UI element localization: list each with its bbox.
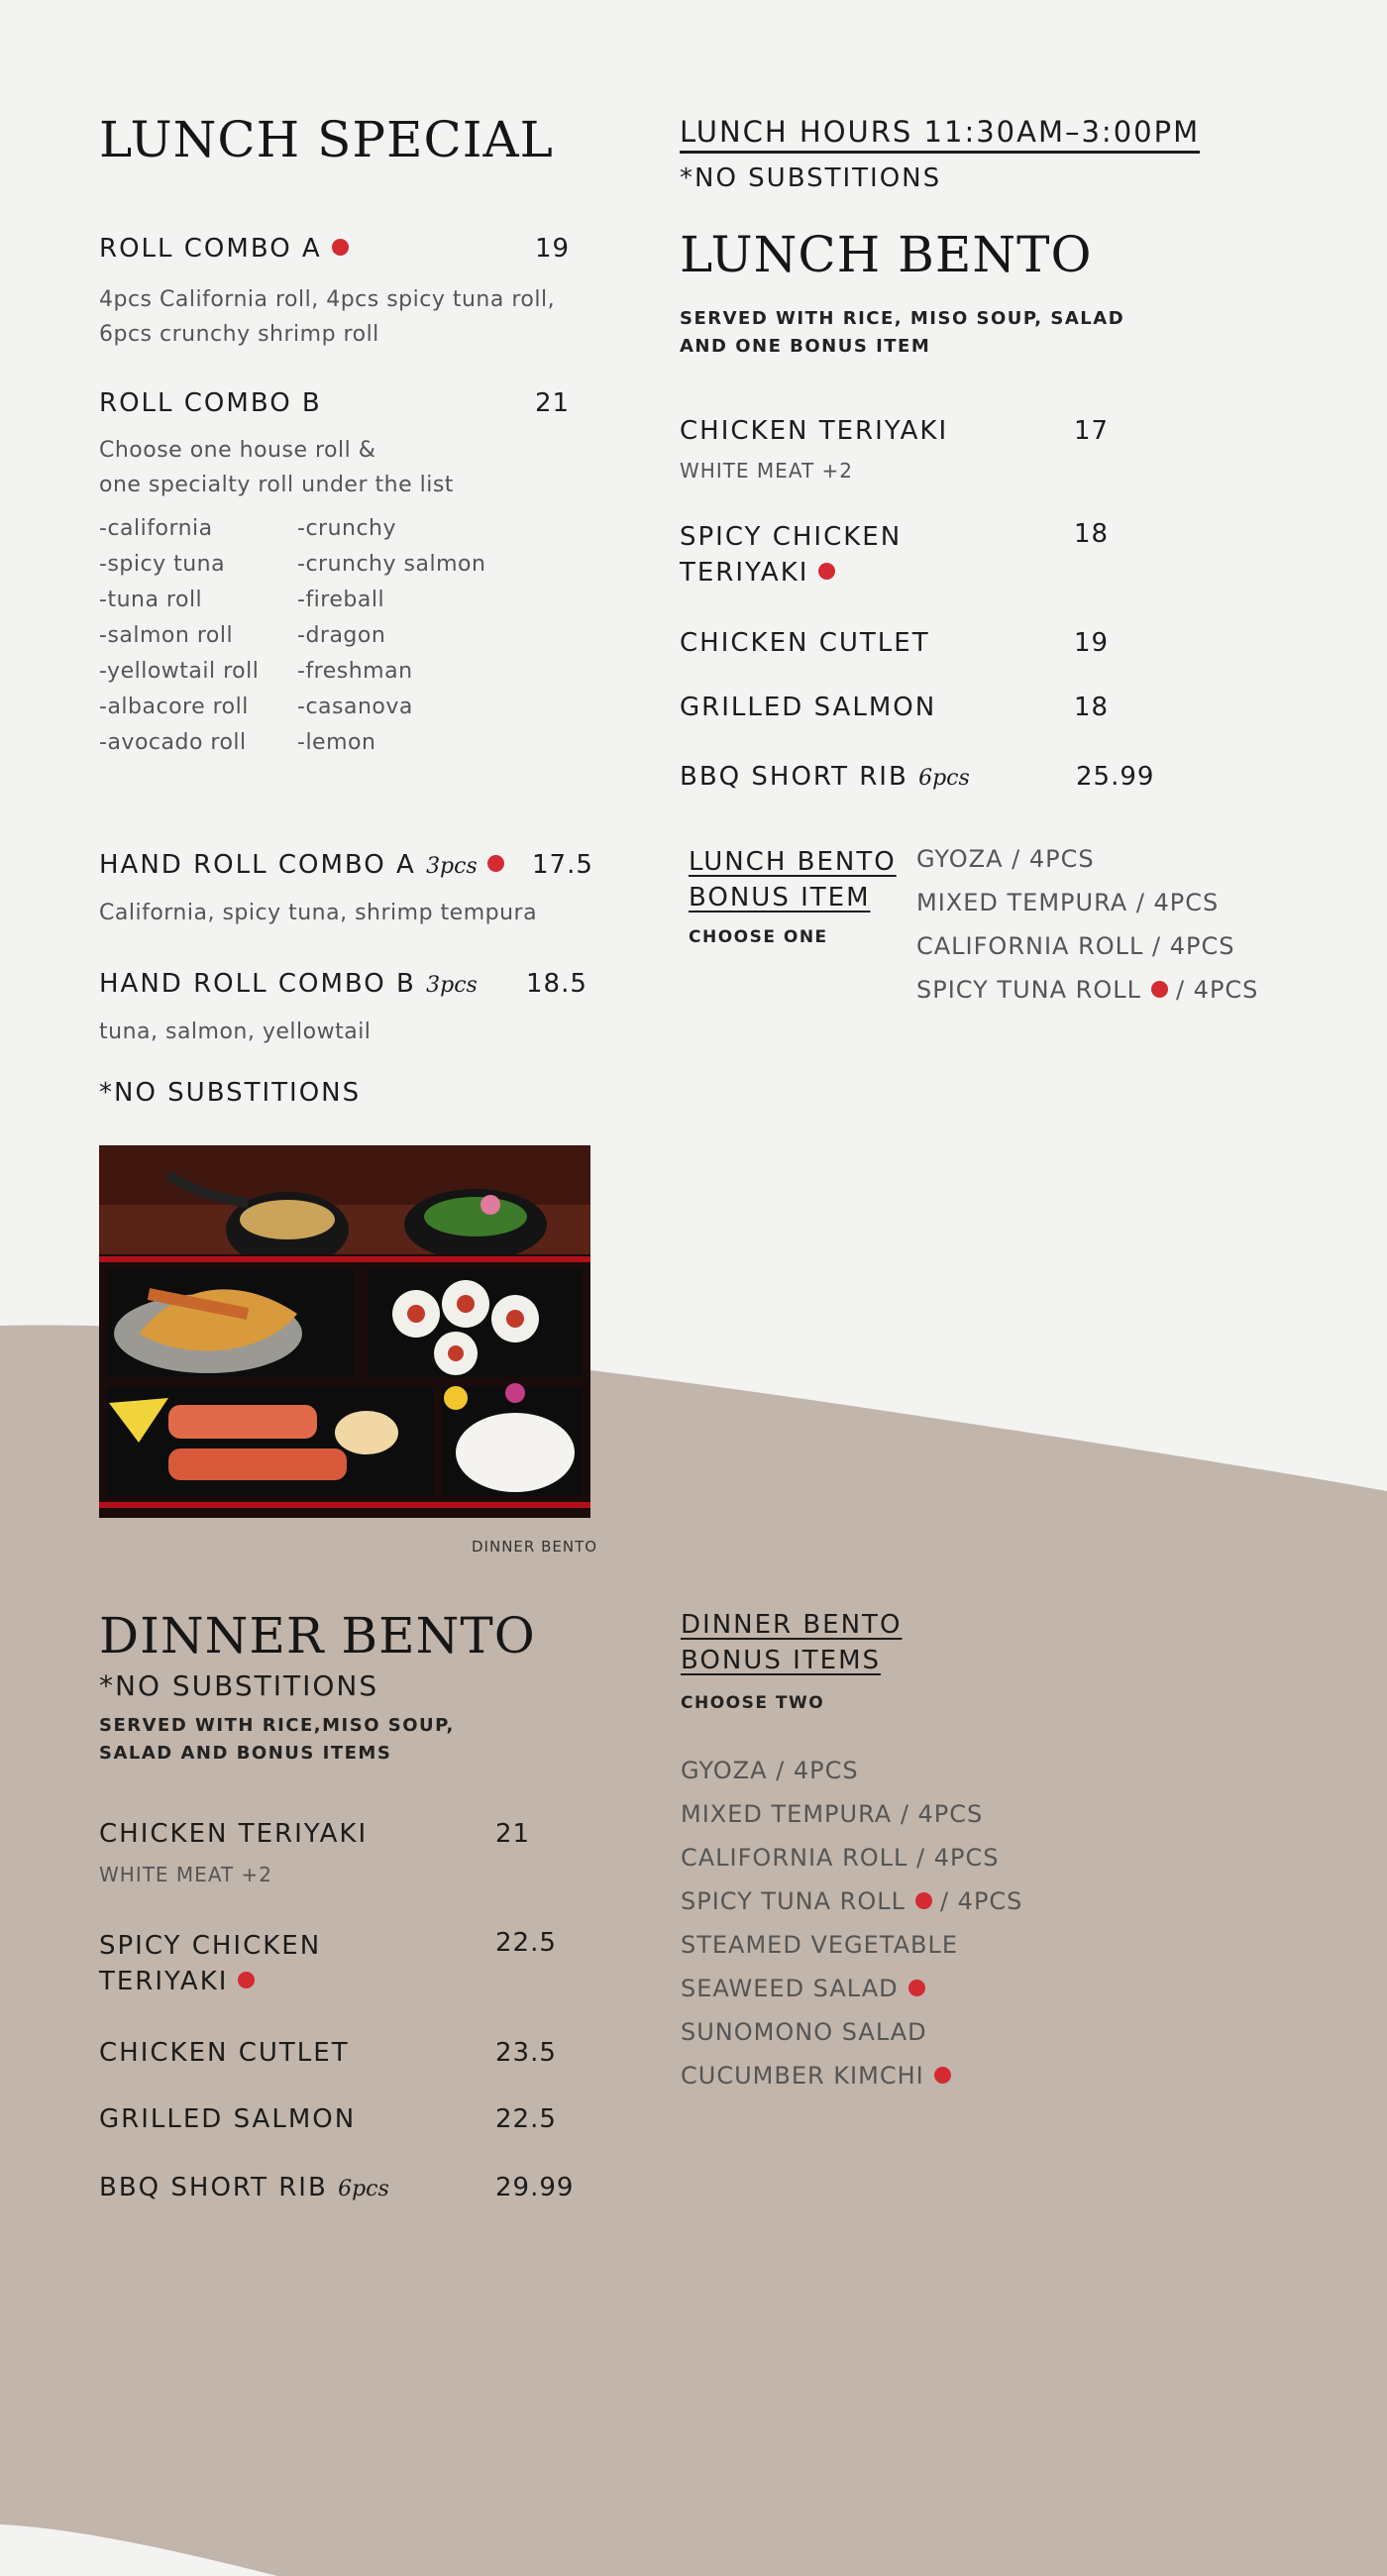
dinner-grilled-salmon-name: GRILLED SALMON	[99, 2104, 357, 2134]
hand-roll-combo-b-price: 18.5	[526, 969, 587, 999]
dinner-bento-choose-two: CHOOSE TWO	[681, 1693, 825, 1713]
list-item: GYOZA / 4PCS	[681, 1757, 859, 1784]
list-item: -yellowtail roll	[99, 659, 260, 684]
spicy-dot-icon	[908, 1980, 925, 1996]
lunch-bento-bonus-list	[916, 837, 1258, 1012]
roll-combo-a-price: 19	[535, 234, 571, 264]
dinner-bento-photo	[99, 1145, 590, 1518]
dinner-bento-no-substitutions: *NO SUBSTITIONS	[99, 1669, 379, 1702]
list-item: GYOZA / 4PCS	[916, 845, 1095, 873]
lunch-bbq-short-rib-name: BBQ SHORT RIB 6pcs	[680, 762, 970, 792]
list-item: MIXED TEMPURA / 4PCS	[681, 1800, 984, 1828]
list-item: -casanova	[297, 695, 413, 719]
hand-roll-combo-b-desc: tuna, salmon, yellowtail	[99, 1020, 372, 1044]
lunch-bento-bonus-title: LUNCH BENTO BONUS ITEM	[689, 847, 897, 912]
roll-combo-b-price: 21	[535, 388, 571, 418]
list-item: -avocado roll	[99, 730, 247, 755]
hand-roll-combo-a-name: HAND ROLL COMBO A 3pcs	[99, 850, 504, 880]
spicy-dot-icon	[332, 239, 349, 256]
lunch-chicken-teriyaki-name: CHICKEN TERIYAKI	[680, 416, 949, 446]
list-item: SPICY TUNA ROLL / 4PCS	[681, 1887, 1023, 1915]
lunch-chicken-teriyaki-note: WHITE MEAT +2	[680, 459, 854, 483]
bento-illustration	[99, 1145, 590, 1518]
list-item: -lemon	[297, 730, 376, 755]
list-item: -salmon roll	[99, 623, 234, 648]
dinner-bento-title: DINNER BENTO	[99, 1607, 536, 1664]
lunch-chicken-teriyaki-price: 17	[1074, 416, 1110, 446]
hand-roll-combo-b-name: HAND ROLL COMBO B 3pcs	[99, 969, 478, 999]
list-item: -spicy tuna	[99, 552, 226, 577]
roll-combo-b-desc: Choose one house roll & one specialty roll under the list	[99, 438, 454, 497]
dinner-chicken-cutlet-name: CHICKEN CUTLET	[99, 2038, 350, 2068]
lunch-special-no-substitutions: *NO SUBSTITIONS	[99, 1078, 362, 1108]
list-item: -crunchy	[297, 516, 397, 541]
list-item: MIXED TEMPURA / 4PCS	[916, 889, 1220, 916]
lunch-bbq-short-rib-price: 25.99	[1076, 762, 1155, 792]
roll-combo-a-desc: 4pcs California roll, 4pcs spicy tuna roll, 6pcs crunchy shrimp roll	[99, 287, 556, 347]
dinner-grilled-salmon-price: 22.5	[495, 2104, 557, 2134]
list-item: CUCUMBER KIMCHI	[681, 2054, 1022, 2097]
spicy-dot-icon	[1151, 981, 1168, 998]
list-item: CALIFORNIA ROLL / 4PCS	[916, 932, 1235, 960]
spicy-dot-icon	[487, 855, 504, 872]
list-item: CALIFORNIA ROLL / 4PCS	[681, 1844, 1000, 1872]
list-item: STEAMED VEGETABLE	[681, 1931, 959, 1959]
lunch-bento-choose-one: CHOOSE ONE	[689, 927, 828, 947]
list-item: -freshman	[297, 659, 413, 684]
list-item: SEAWEED SALAD	[681, 1967, 1022, 2010]
list-item: -tuna roll	[99, 588, 203, 612]
list-item: -crunchy salmon	[297, 552, 486, 577]
lunch-grilled-salmon-price: 18	[1074, 693, 1110, 722]
photo-caption: DINNER BENTO	[472, 1538, 598, 1556]
dinner-spicy-chicken-teriyaki-price: 22.5	[495, 1928, 557, 1958]
spicy-dot-icon	[934, 2067, 951, 2084]
list-item: -california	[99, 516, 213, 541]
list-item: -dragon	[297, 623, 386, 648]
spicy-dot-icon	[915, 1892, 932, 1909]
list-item: -albacore roll	[99, 695, 249, 719]
dinner-bbq-short-rib-price: 29.99	[495, 2173, 575, 2202]
house-roll-list	[99, 511, 259, 761]
dinner-spicy-chicken-teriyaki-name: SPICY CHICKEN TERIYAKI	[99, 1931, 322, 1996]
list-item: SUNOMONO SALAD	[681, 2018, 927, 2046]
hand-roll-combo-a-price: 17.5	[532, 850, 593, 880]
dinner-bento-bonus-title: DINNER BENTO BONUS ITEMS	[681, 1610, 903, 1675]
list-item: SPICY TUNA ROLL / 4PCS	[916, 976, 1259, 1004]
lunch-bento-no-substitutions: *NO SUBSTITIONS	[680, 163, 942, 193]
roll-combo-b-name: ROLL COMBO B	[99, 388, 322, 418]
dinner-bento-bonus-list	[681, 1749, 1022, 2097]
spicy-dot-icon	[818, 563, 835, 580]
dinner-chicken-teriyaki-note: WHITE MEAT +2	[99, 1863, 273, 1886]
lunch-grilled-salmon-name: GRILLED SALMON	[680, 693, 937, 722]
hand-roll-combo-a-desc: California, spicy tuna, shrimp tempura	[99, 901, 538, 925]
lunch-hours: LUNCH HOURS 11:30AM–3:00PM	[680, 115, 1200, 154]
dinner-bbq-short-rib-name: BBQ SHORT RIB 6pcs	[99, 2173, 389, 2202]
lunch-spicy-chicken-teriyaki-name: SPICY CHICKEN TERIYAKI	[680, 522, 903, 588]
dinner-bento-served-with: SERVED WITH RICE,MISO SOUP, SALAD AND BONUS ITEMS	[99, 1715, 455, 1764]
lunch-special-title: LUNCH SPECIAL	[99, 111, 554, 168]
lunch-spicy-chicken-teriyaki-price: 18	[1074, 519, 1110, 549]
lunch-bento-title: LUNCH BENTO	[680, 226, 1093, 283]
list-item: -fireball	[297, 588, 385, 612]
dinner-chicken-teriyaki-name: CHICKEN TERIYAKI	[99, 1819, 369, 1849]
dinner-chicken-teriyaki-price: 21	[495, 1819, 531, 1849]
roll-combo-a-name: ROLL COMBO A	[99, 234, 349, 264]
lunch-chicken-cutlet-name: CHICKEN CUTLET	[680, 628, 930, 658]
lunch-chicken-cutlet-price: 19	[1074, 628, 1110, 658]
dinner-chicken-cutlet-price: 23.5	[495, 2038, 557, 2068]
lunch-hours-banner	[680, 115, 1207, 154]
lunch-bento-served-with: SERVED WITH RICE, MISO SOUP, SALAD AND ONE BONUS ITEM	[680, 308, 1125, 357]
spicy-dot-icon	[238, 1972, 255, 1988]
specialty-roll-list	[297, 511, 485, 761]
